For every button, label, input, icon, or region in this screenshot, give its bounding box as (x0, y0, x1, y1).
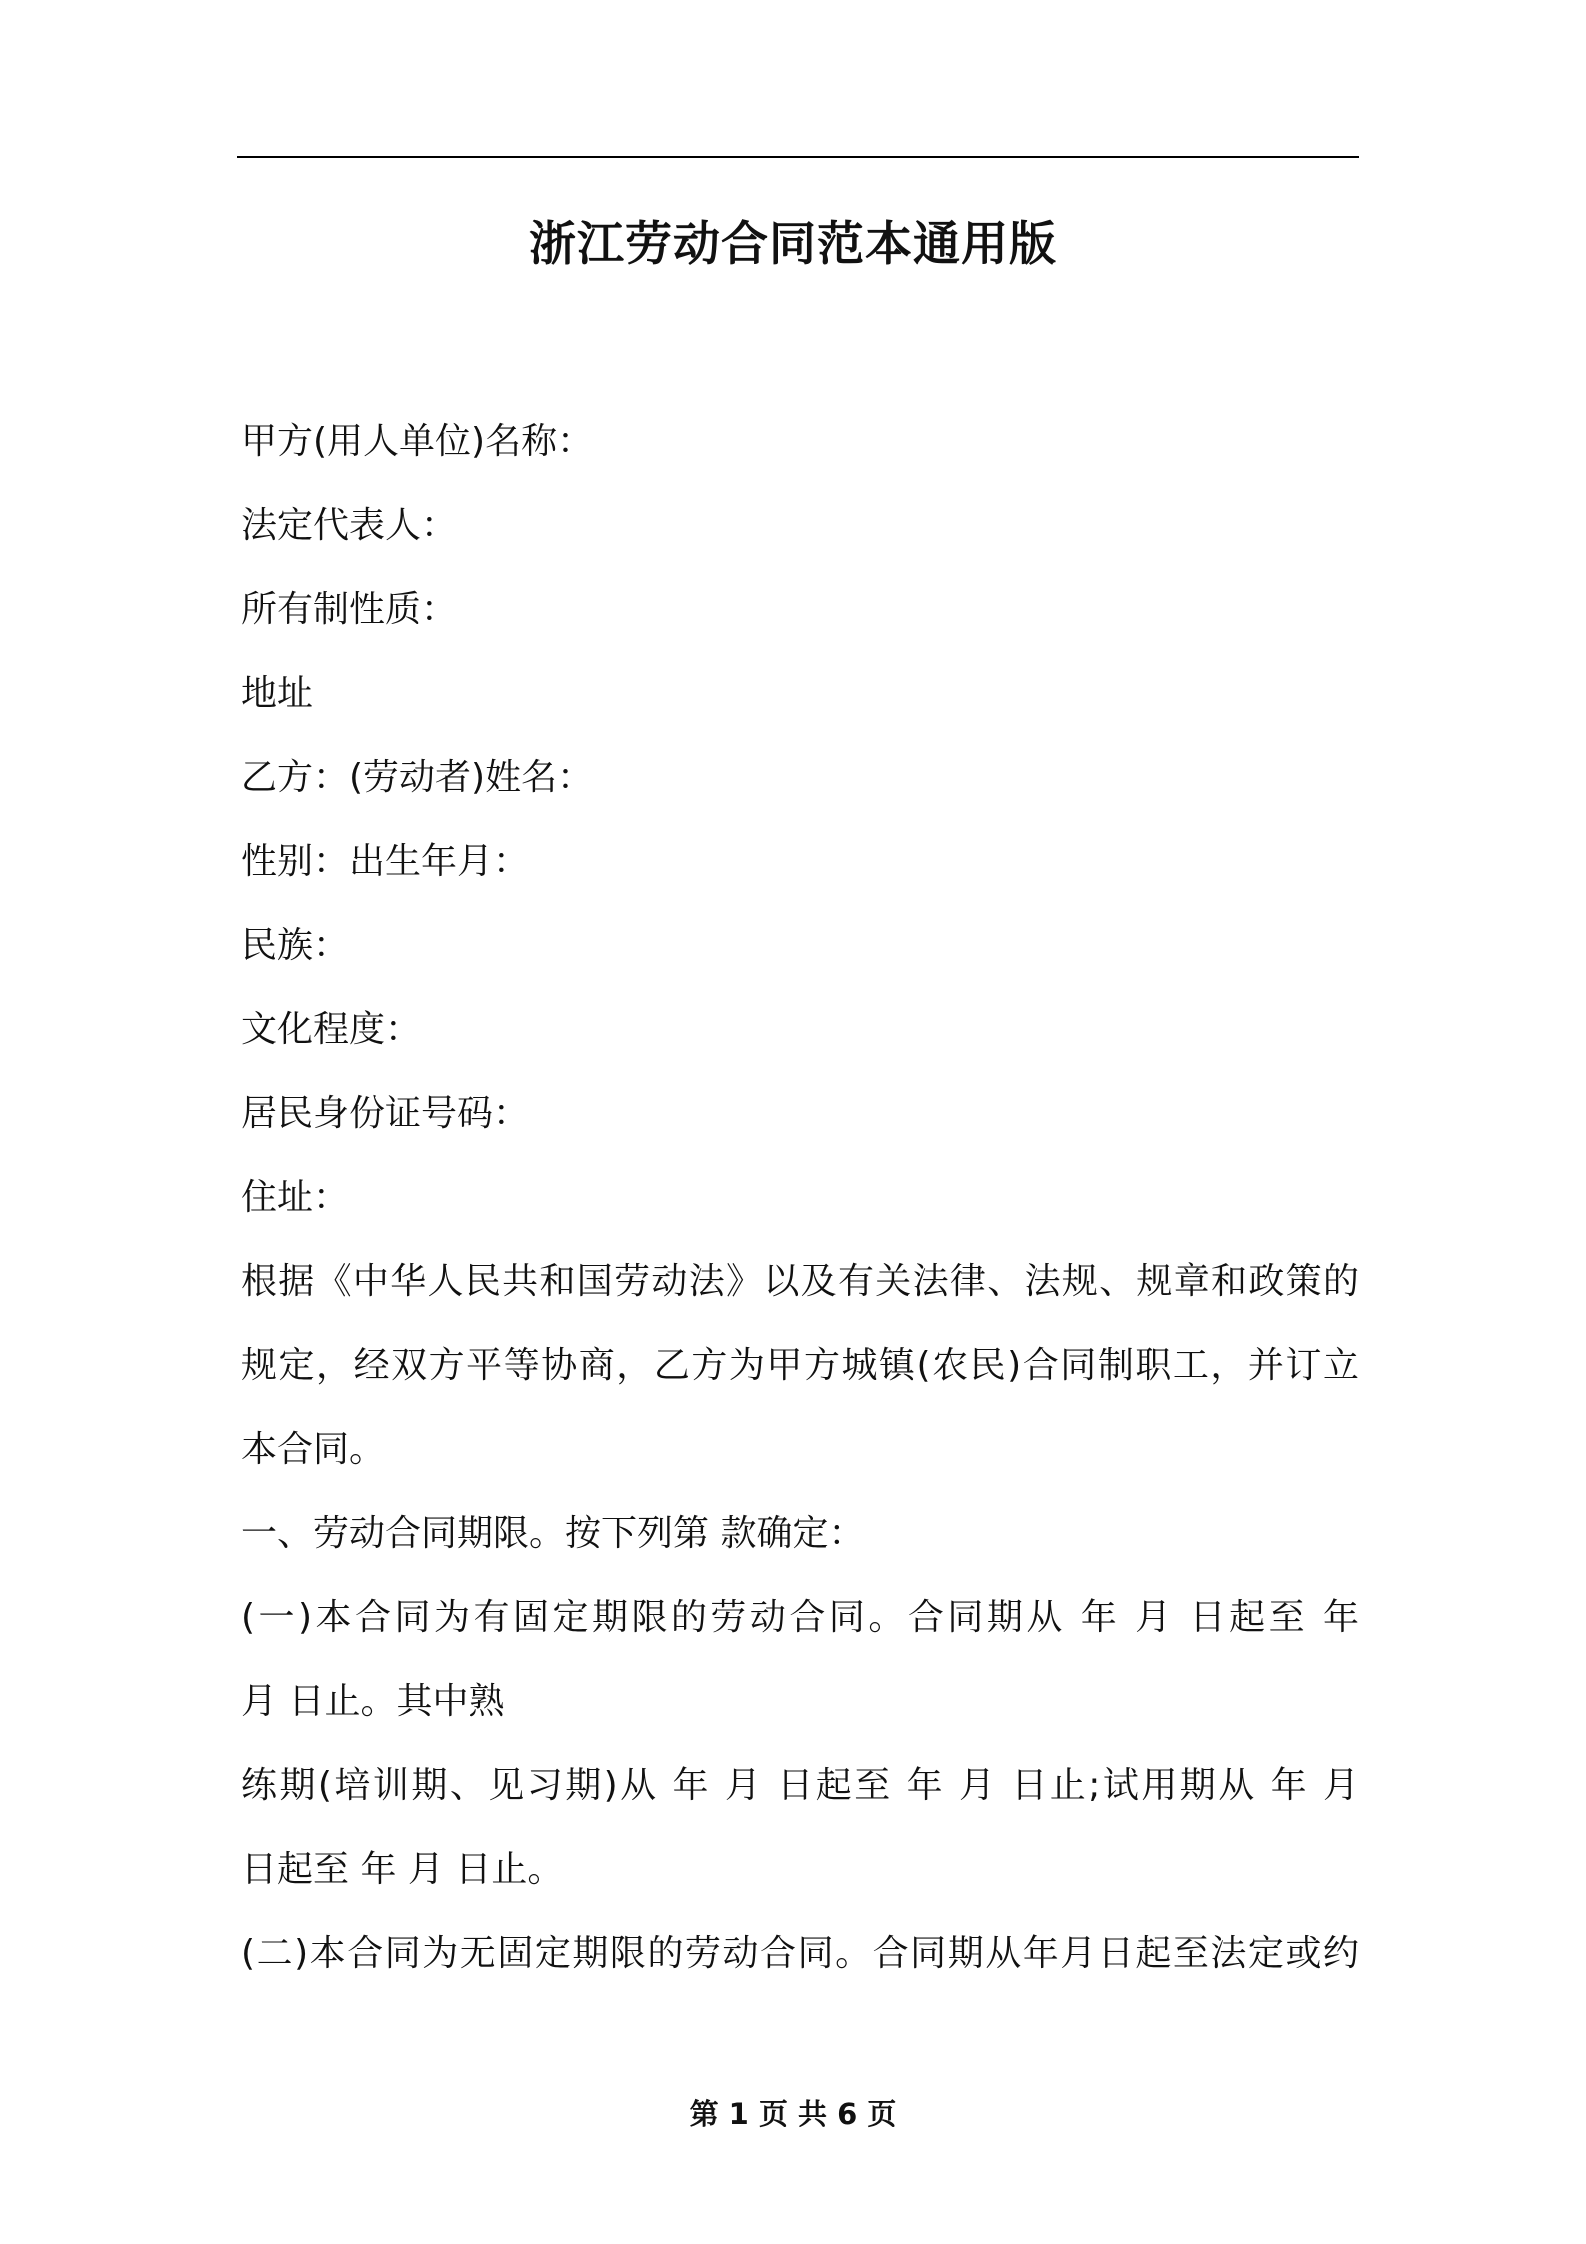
header-rule (237, 156, 1359, 158)
party-a-name-line: 甲方(用人单位)名称： (241, 421, 594, 462)
paragraph-line: 根据《中华人民共和国劳动法》以及有关法律、法规、规章和政策的 (241, 1261, 1359, 1302)
id-number-line: 居民身份证号码： (241, 1093, 530, 1134)
residence-line: 住址： (241, 1177, 350, 1218)
paragraph-line: 本合同。 (241, 1429, 386, 1470)
paragraph-line: (一)本合同为有固定期限的劳动合同。合同期从 年 月 日起至 年 (241, 1597, 1359, 1638)
paragraph-line: 日起至 年 月 日止。 (241, 1849, 564, 1890)
paragraph-line: (二)本合同为无固定期限的劳动合同。合同期从年月日起至法定或约 (241, 1933, 1359, 1974)
page-footer: 第 1 页 共 6 页 (689, 2097, 897, 2131)
ownership-type-line: 所有制性质： (241, 589, 458, 630)
document-body (241, 400, 1359, 1996)
education-line: 文化程度： (241, 1009, 422, 1050)
section-heading: 一、劳动合同期限。按下列第 款确定： (241, 1513, 865, 1554)
paragraph-line: 月 日止。其中熟 (241, 1681, 505, 1722)
address-line: 地址 (241, 673, 314, 714)
legal-representative-line: 法定代表人： (241, 505, 458, 546)
paragraph-line: 规定，经双方平等协商，乙方为甲方城镇(农民)合同制职工，并订立 (241, 1345, 1359, 1386)
paragraph-line: 练期(培训期、见习期)从 年 月 日起至 年 月 日止;试用期从 年 月 (241, 1765, 1359, 1806)
document-title: 浙江劳动合同范本通用版 (529, 217, 1057, 272)
party-b-name-line: 乙方：(劳动者)姓名： (241, 757, 594, 798)
ethnicity-line: 民族： (241, 925, 350, 966)
gender-birth-line: 性别：出生年月： (241, 841, 530, 882)
